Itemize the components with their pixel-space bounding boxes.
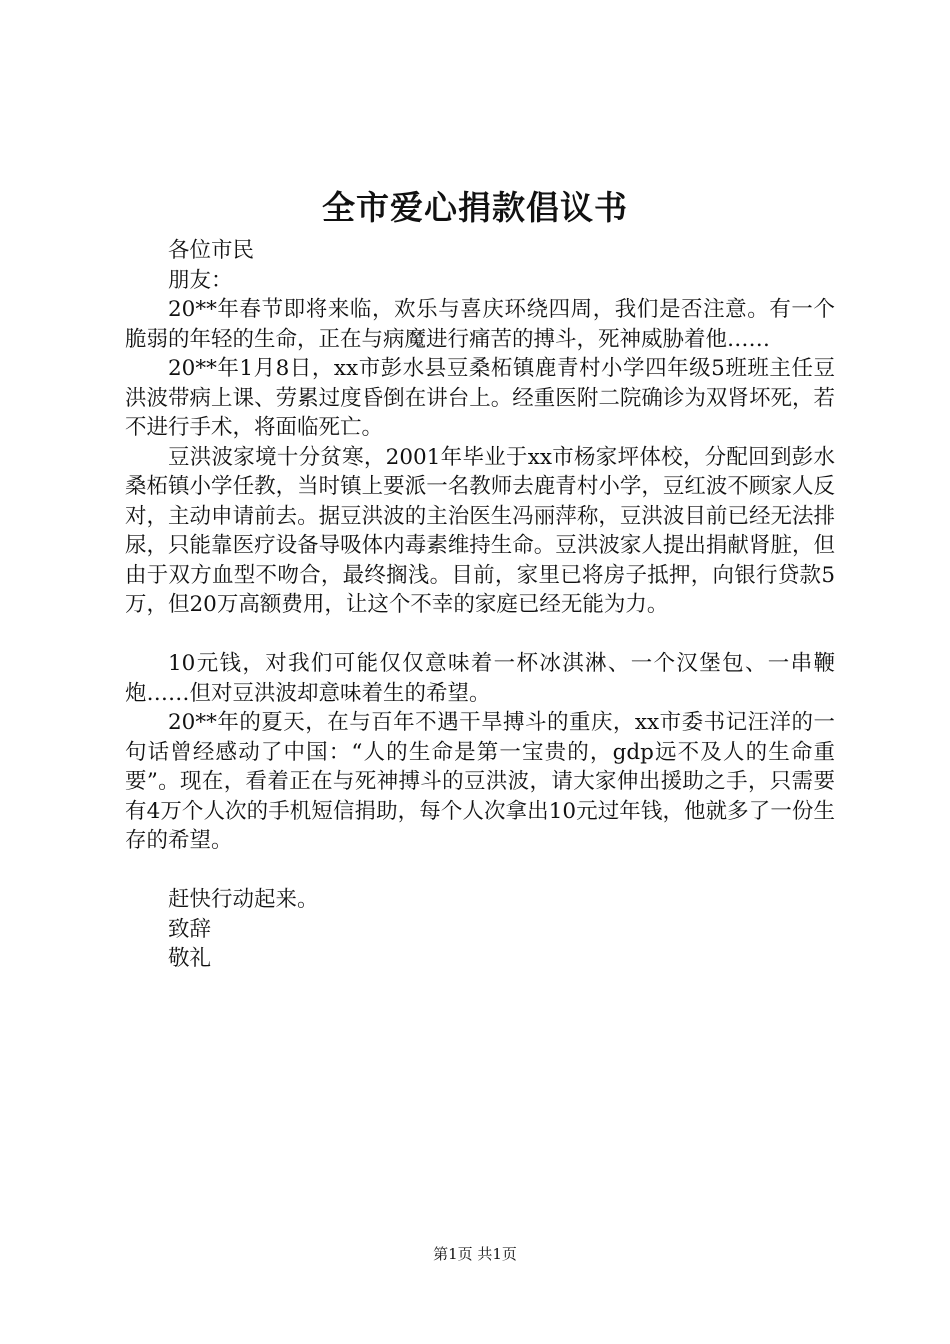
paragraph-spacer xyxy=(125,620,835,650)
closing-salute-1: 致辞 xyxy=(168,916,212,942)
paragraph-spacer xyxy=(125,856,835,886)
paragraph-5: 20**年的夏天，在与百年不遇干旱搏斗的重庆，xx市委书记汪洋的一句话曾经感动了中国：“人的生命是第一宝贵的，gdp远不及人的生命重要”。现在，看着正在与死神搏斗的豆洪波，请大家伸出援助之手，只需要有4万个人次的手机短信捐助，每个人次拿出10元过年钱，他就多了一份生存的希望。 xyxy=(125,710,835,853)
document-body xyxy=(125,236,835,974)
closing-call: 赶快行动起来。 xyxy=(168,887,319,912)
greeting-line-2: 朋友： xyxy=(168,267,233,293)
paragraph-4: 10元钱，对我们可能仅仅意味着一杯冰淇淋、一个汉堡包、一串鞭炮……但对豆洪波却意味着生的希望。 xyxy=(125,651,835,706)
greeting-line-1: 各位市民 xyxy=(168,238,255,263)
page-number-footer: 第1页 共1页 xyxy=(433,1245,517,1263)
paragraph-3: 豆洪波家境十分贫寒，2001年毕业于xx市杨家坪体校，分配回到彭水桑柘镇小学任教，当时镇上要派一名教师去鹿青村小学，豆红波不顾家人反对，主动申请前去。据豆洪波的主治医生冯丽萍称，豆洪波目前已经无法排尿，只能靠医疗设备导吸体内毒素维持生命。豆洪波家人提出捐献肾脏，但由于双方血型不吻合，最终搁浅。目前，家里已将房子抵押，向银行贷款5万，但20万高额费用，让这个不幸的家庭已经无能为力。 xyxy=(125,444,835,617)
paragraph-1: 20**年春节即将来临，欢乐与喜庆环绕四周，我们是否注意。有一个脆弱的年轻的生命，正在与病魔进行痛苦的搏斗，死神威胁着他…… xyxy=(125,297,835,352)
closing-salute-2: 敬礼 xyxy=(168,946,212,971)
document-title: 全市爱心捐款倡议书 xyxy=(322,188,628,227)
paragraph-2: 20**年1月8日，xx市彭水县豆桑柘镇鹿青村小学四年级5班班主任豆洪波带病上课、劳累过度昏倒在讲台上。经重医附二院确诊为双肾坏死，若不进行手术，将面临死亡。 xyxy=(125,356,835,440)
